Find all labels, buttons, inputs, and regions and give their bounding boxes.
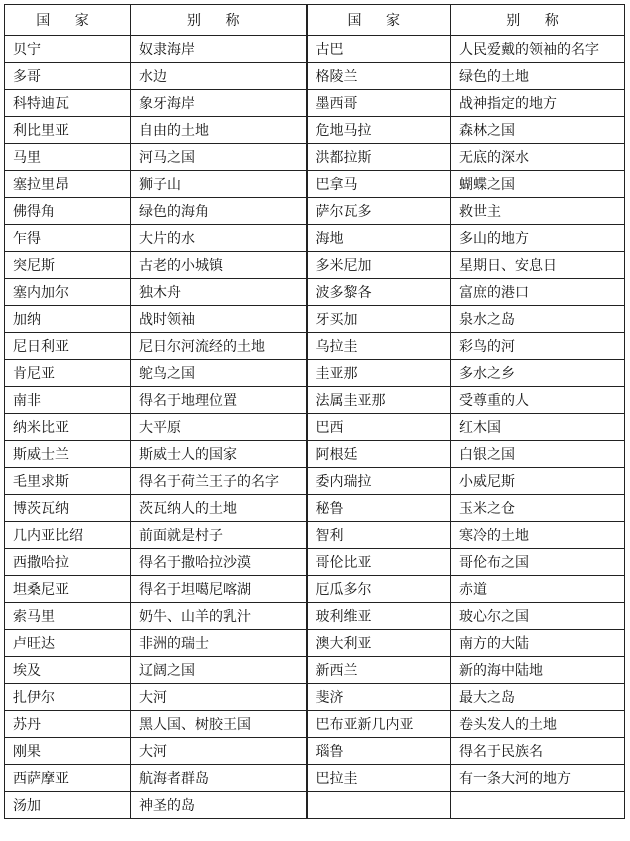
table-row [5,225,625,252]
alias-cell: 受尊重的人 [451,387,625,414]
country-cell: 瑙鲁 [307,738,451,765]
table-row [5,468,625,495]
country-cell: 古巴 [307,36,451,63]
table-row [5,144,625,171]
alias-cell: 得名于坦噶尼喀湖 [131,576,307,603]
alias-cell [451,792,625,819]
alias-cell: 玉米之仓 [451,495,625,522]
country-cell: 卢旺达 [5,630,131,657]
country-cell: 危地马拉 [307,117,451,144]
header-row [5,5,625,36]
country-cell: 萨尔瓦多 [307,198,451,225]
country-cell: 毛里求斯 [5,468,131,495]
country-cell: 博茨瓦纳 [5,495,131,522]
alias-cell: 鸵鸟之国 [131,360,307,387]
header-alias: 别 称 [131,5,307,36]
alias-cell: 独木舟 [131,279,307,306]
table-row [5,765,625,792]
country-cell: 加纳 [5,306,131,333]
country-cell: 斐济 [307,684,451,711]
country-cell: 多哥 [5,63,131,90]
alias-cell: 黑人国、树胶王国 [131,711,307,738]
country-cell: 塞内加尔 [5,279,131,306]
country-cell: 巴西 [307,414,451,441]
alias-cell: 最大之岛 [451,684,625,711]
country-cell: 洪都拉斯 [307,144,451,171]
alias-cell: 南方的大陆 [451,630,625,657]
country-cell: 利比里亚 [5,117,131,144]
alias-cell: 古老的小城镇 [131,252,307,279]
table-row [5,603,625,630]
table-row [5,414,625,441]
alias-cell: 大河 [131,684,307,711]
table-row [5,171,625,198]
table-row [5,387,625,414]
country-cell: 埃及 [5,657,131,684]
alias-cell: 航海者群岛 [131,765,307,792]
country-cell: 牙买加 [307,306,451,333]
alias-cell: 泉水之岛 [451,306,625,333]
alias-cell: 水边 [131,63,307,90]
header-country-2: 国 家 [307,5,451,36]
country-cell: 玻利维亚 [307,603,451,630]
table-row [5,63,625,90]
country-cell: 委内瑞拉 [307,468,451,495]
alias-cell: 哥伦布之国 [451,549,625,576]
alias-cell: 大片的水 [131,225,307,252]
alias-cell: 非洲的瑞士 [131,630,307,657]
table-row [5,738,625,765]
table-row [5,657,625,684]
country-cell: 斯威士兰 [5,441,131,468]
country-cell: 格陵兰 [307,63,451,90]
table-row [5,279,625,306]
alias-cell: 尼日尔河流经的土地 [131,333,307,360]
table-row [5,711,625,738]
country-cell: 汤加 [5,792,131,819]
alias-cell: 得名于民族名 [451,738,625,765]
alias-cell: 森林之国 [451,117,625,144]
country-cell: 科特迪瓦 [5,90,131,117]
country-cell: 索马里 [5,603,131,630]
table-body [5,36,625,819]
alias-cell: 绿色的土地 [451,63,625,90]
country-cell: 厄瓜多尔 [307,576,451,603]
country-cell: 肯尼亚 [5,360,131,387]
country-cell: 西撒哈拉 [5,549,131,576]
country-cell: 突尼斯 [5,252,131,279]
country-cell: 扎伊尔 [5,684,131,711]
alias-cell: 赤道 [451,576,625,603]
alias-cell: 多水之乡 [451,360,625,387]
country-cell: 乌拉圭 [307,333,451,360]
country-cell: 法属圭亚那 [307,387,451,414]
header-alias-2: 别 称 [451,5,625,36]
country-cell: 坦桑尼亚 [5,576,131,603]
alias-cell: 白银之国 [451,441,625,468]
alias-cell: 无底的深水 [451,144,625,171]
alias-cell: 得名于地理位置 [131,387,307,414]
country-cell: 西萨摩亚 [5,765,131,792]
country-cell: 圭亚那 [307,360,451,387]
alias-cell: 象牙海岸 [131,90,307,117]
alias-cell: 斯威士人的国家 [131,441,307,468]
table-row [5,90,625,117]
table-row [5,333,625,360]
country-cell: 南非 [5,387,131,414]
country-cell [307,792,451,819]
table-row [5,576,625,603]
table-row [5,252,625,279]
country-alias-table [4,4,625,819]
country-cell: 刚果 [5,738,131,765]
alias-cell: 奴隶海岸 [131,36,307,63]
country-cell: 巴拿马 [307,171,451,198]
alias-cell: 红木国 [451,414,625,441]
table-row [5,792,625,819]
alias-cell: 彩鸟的河 [451,333,625,360]
alias-cell: 大平原 [131,414,307,441]
table-row [5,117,625,144]
country-cell: 塞拉里昂 [5,171,131,198]
table-row [5,495,625,522]
country-cell: 巴拉圭 [307,765,451,792]
table-row [5,441,625,468]
table-row [5,36,625,63]
country-cell: 海地 [307,225,451,252]
table-row [5,522,625,549]
country-cell: 几内亚比绍 [5,522,131,549]
country-cell: 波多黎各 [307,279,451,306]
alias-cell: 救世主 [451,198,625,225]
alias-cell: 神圣的岛 [131,792,307,819]
alias-cell: 得名于撒哈拉沙漠 [131,549,307,576]
alias-cell: 人民爱戴的领袖的名字 [451,36,625,63]
alias-cell: 寒冷的土地 [451,522,625,549]
country-cell: 澳大利亚 [307,630,451,657]
alias-cell: 狮子山 [131,171,307,198]
table-row [5,630,625,657]
country-cell: 苏丹 [5,711,131,738]
alias-cell: 玻心尔之国 [451,603,625,630]
table-row [5,198,625,225]
alias-cell: 蝴蝶之国 [451,171,625,198]
alias-cell: 战时领袖 [131,306,307,333]
country-cell: 巴布亚新几内亚 [307,711,451,738]
country-cell: 贝宁 [5,36,131,63]
alias-cell: 奶牛、山羊的乳汁 [131,603,307,630]
country-cell: 阿根廷 [307,441,451,468]
alias-cell: 大河 [131,738,307,765]
alias-cell: 辽阔之国 [131,657,307,684]
alias-cell: 小威尼斯 [451,468,625,495]
country-cell: 墨西哥 [307,90,451,117]
country-cell: 佛得角 [5,198,131,225]
country-cell: 纳米比亚 [5,414,131,441]
alias-cell: 富庶的港口 [451,279,625,306]
country-cell: 尼日利亚 [5,333,131,360]
alias-cell: 多山的地方 [451,225,625,252]
alias-cell: 卷头发人的土地 [451,711,625,738]
alias-cell: 得名于荷兰王子的名字 [131,468,307,495]
country-cell: 新西兰 [307,657,451,684]
alias-cell: 前面就是村子 [131,522,307,549]
country-cell: 多米尼加 [307,252,451,279]
table-row [5,684,625,711]
alias-cell: 茨瓦纳人的土地 [131,495,307,522]
alias-cell: 自由的土地 [131,117,307,144]
country-cell: 马里 [5,144,131,171]
country-cell: 乍得 [5,225,131,252]
alias-cell: 战神指定的地方 [451,90,625,117]
header-country: 国 家 [5,5,131,36]
alias-cell: 有一条大河的地方 [451,765,625,792]
table-row [5,306,625,333]
alias-cell: 新的海中陆地 [451,657,625,684]
alias-cell: 绿色的海角 [131,198,307,225]
table-row [5,360,625,387]
country-cell: 秘鲁 [307,495,451,522]
country-cell: 哥伦比亚 [307,549,451,576]
alias-cell: 河马之国 [131,144,307,171]
country-cell: 智利 [307,522,451,549]
alias-cell: 星期日、安息日 [451,252,625,279]
table-row [5,549,625,576]
